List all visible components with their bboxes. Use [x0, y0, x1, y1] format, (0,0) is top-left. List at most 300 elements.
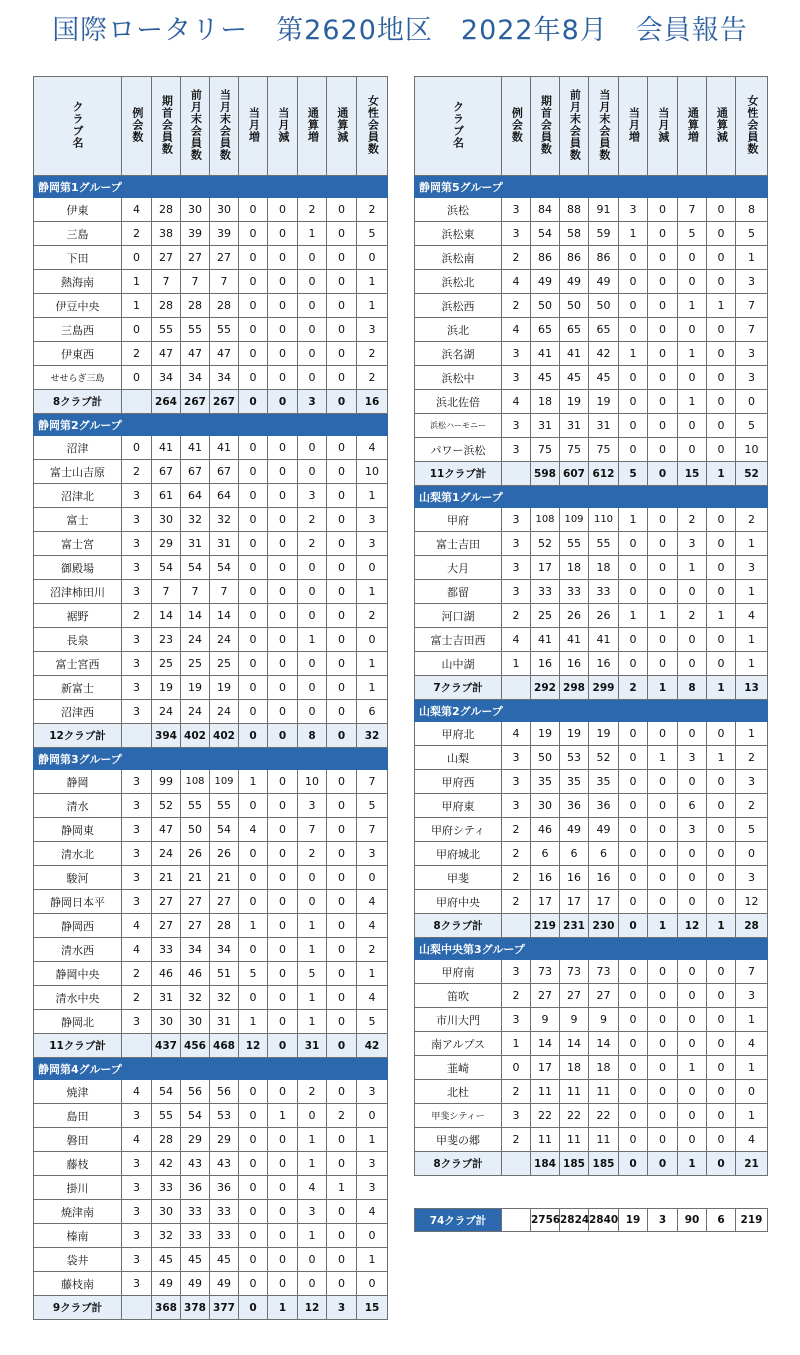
- subtotal-month-end-members: 377: [210, 1296, 239, 1320]
- month-end-members-cell: 59: [589, 222, 619, 246]
- club-name-cell: 清水中央: [34, 986, 122, 1010]
- prev-month-members-cell: 45: [560, 366, 589, 390]
- meetings-cell: 2: [502, 1080, 531, 1104]
- female-members-cell: 5: [736, 414, 768, 438]
- total-increase-cell: 0: [678, 628, 707, 652]
- total-increase-cell: 1: [678, 342, 707, 366]
- month-decrease-cell: 0: [648, 960, 678, 984]
- header-label: 通算増: [306, 106, 320, 143]
- header-label: 当月増: [247, 106, 261, 143]
- female-members-cell: 1: [357, 1128, 388, 1152]
- prev-month-members-cell: 50: [181, 818, 210, 842]
- start-members-cell: 33: [531, 580, 560, 604]
- group-name: 山梨第1グループ: [415, 486, 768, 508]
- club-name-cell: 伊豆中央: [34, 294, 122, 318]
- month-decrease-cell: 0: [268, 770, 298, 794]
- meetings-cell: 2: [122, 604, 152, 628]
- prev-month-members-cell: 26: [181, 842, 210, 866]
- start-members-cell: 54: [531, 222, 560, 246]
- month-decrease-cell: 0: [268, 246, 298, 270]
- club-name-cell: 静岡北: [34, 1010, 122, 1034]
- month-end-members-cell: 27: [589, 984, 619, 1008]
- start-members-cell: 49: [531, 270, 560, 294]
- month-decrease-cell: 0: [648, 842, 678, 866]
- total-decrease-cell: 0: [707, 1008, 736, 1032]
- header-row: [34, 77, 388, 176]
- total-increase-cell: 4: [298, 1176, 327, 1200]
- total-decrease-cell: 0: [327, 1010, 357, 1034]
- subtotal-total-decrease: 1: [707, 914, 736, 938]
- prev-month-members-cell: 27: [181, 914, 210, 938]
- total-increase-cell: 2: [298, 508, 327, 532]
- female-members-cell: 1: [736, 532, 768, 556]
- month-end-members-cell: 21: [210, 866, 239, 890]
- start-members-cell: 11: [531, 1128, 560, 1152]
- total-increase-cell: 0: [678, 580, 707, 604]
- subtotal-month-increase: 0: [239, 390, 268, 414]
- start-members-cell: 41: [152, 436, 181, 460]
- start-members-cell: 31: [531, 414, 560, 438]
- club-name-cell: 甲斐シティー: [415, 1104, 502, 1128]
- month-end-members-cell: 18: [589, 1056, 619, 1080]
- month-end-members-cell: 45: [589, 366, 619, 390]
- month-increase-cell: 1: [619, 342, 648, 366]
- club-row: [34, 1200, 388, 1224]
- club-name-cell: 焼津南: [34, 1200, 122, 1224]
- month-increase-cell: 0: [239, 1152, 268, 1176]
- start-members-cell: 55: [152, 318, 181, 342]
- club-name-cell: 浜松北: [415, 270, 502, 294]
- total-decrease-cell: 0: [707, 818, 736, 842]
- club-name-cell: 浜松: [415, 198, 502, 222]
- header-label: クラブ名: [71, 100, 84, 149]
- prev-month-members-cell: 46: [181, 962, 210, 986]
- total-increase-cell: 3: [298, 1200, 327, 1224]
- total-increase-cell: 2: [678, 508, 707, 532]
- month-decrease-cell: 0: [268, 580, 298, 604]
- month-increase-cell: 0: [619, 770, 648, 794]
- month-decrease-cell: 1: [268, 1104, 298, 1128]
- month-increase-cell: 0: [619, 270, 648, 294]
- subtotal-female-members: 16: [357, 390, 388, 414]
- club-name-cell: 大月: [415, 556, 502, 580]
- total-increase-cell: 0: [298, 890, 327, 914]
- club-row: [34, 198, 388, 222]
- meetings-cell: 4: [502, 628, 531, 652]
- total-increase-cell: 10: [298, 770, 327, 794]
- subtotal-prev-month-members: 378: [181, 1296, 210, 1320]
- month-decrease-cell: 0: [268, 794, 298, 818]
- meetings-cell: 3: [502, 532, 531, 556]
- subtotal-month-end-members: 299: [589, 676, 619, 700]
- total-increase-cell: 2: [298, 842, 327, 866]
- start-members-cell: 28: [152, 1128, 181, 1152]
- month-increase-cell: 0: [619, 1104, 648, 1128]
- total-increase-cell: 2: [298, 198, 327, 222]
- group-name: 静岡第2グループ: [34, 414, 388, 436]
- club-name-cell: 市川大門: [415, 1008, 502, 1032]
- group-name: 静岡第1グループ: [34, 176, 388, 198]
- meetings-cell: 3: [502, 508, 531, 532]
- header-month-end-members: [589, 77, 619, 176]
- total-decrease-cell: 0: [327, 1152, 357, 1176]
- prev-month-members-cell: 86: [560, 246, 589, 270]
- month-decrease-cell: 0: [268, 508, 298, 532]
- subtotal-row: [415, 914, 768, 938]
- total-decrease-cell: 0: [707, 390, 736, 414]
- female-members-cell: 3: [357, 1152, 388, 1176]
- month-decrease-cell: 0: [648, 722, 678, 746]
- month-decrease-cell: 0: [648, 294, 678, 318]
- club-row: [34, 890, 388, 914]
- month-increase-cell: 0: [239, 222, 268, 246]
- meetings-cell: 2: [502, 866, 531, 890]
- prev-month-members-cell: 11: [560, 1128, 589, 1152]
- club-row: [415, 414, 768, 438]
- meetings-cell: 2: [502, 890, 531, 914]
- meetings-cell: 3: [122, 890, 152, 914]
- month-increase-cell: 0: [239, 484, 268, 508]
- club-name-cell: 御殿場: [34, 556, 122, 580]
- meetings-cell: 4: [122, 1080, 152, 1104]
- subtotal-row: [34, 724, 388, 748]
- prev-month-members-cell: 75: [560, 438, 589, 462]
- total-decrease-cell: 0: [707, 270, 736, 294]
- start-members-cell: 9: [531, 1008, 560, 1032]
- club-row: [34, 962, 388, 986]
- start-members-cell: 35: [531, 770, 560, 794]
- subtotal-month-increase: 2: [619, 676, 648, 700]
- start-members-cell: 33: [152, 938, 181, 962]
- month-decrease-cell: 0: [648, 318, 678, 342]
- club-name-cell: 静岡日本平: [34, 890, 122, 914]
- month-end-members-cell: 49: [589, 818, 619, 842]
- female-members-cell: 4: [736, 604, 768, 628]
- start-members-cell: 18: [531, 390, 560, 414]
- month-increase-cell: 0: [239, 842, 268, 866]
- club-row: [415, 270, 768, 294]
- club-row: [415, 532, 768, 556]
- meetings-cell: 4: [502, 318, 531, 342]
- subtotal-month-end-members: 267: [210, 390, 239, 414]
- subtotal-month-decrease: 1: [648, 676, 678, 700]
- total-decrease-cell: 0: [707, 890, 736, 914]
- prev-month-members-cell: 7: [181, 580, 210, 604]
- start-members-cell: 6: [531, 842, 560, 866]
- club-row: [415, 1008, 768, 1032]
- club-row: [415, 984, 768, 1008]
- total-increase-cell: 0: [678, 246, 707, 270]
- month-increase-cell: 0: [239, 460, 268, 484]
- header-label: 通算減: [335, 106, 349, 143]
- subtotal-row: [34, 1034, 388, 1058]
- total-decrease-cell: 0: [327, 436, 357, 460]
- total-increase-cell: 0: [298, 604, 327, 628]
- prev-month-members-cell: 41: [560, 628, 589, 652]
- month-increase-cell: 0: [619, 960, 648, 984]
- month-end-members-cell: 110: [589, 508, 619, 532]
- club-name-cell: 富士宮西: [34, 652, 122, 676]
- club-name-cell: 北杜: [415, 1080, 502, 1104]
- total-decrease-cell: 0: [327, 460, 357, 484]
- month-increase-cell: 0: [239, 794, 268, 818]
- month-increase-cell: 0: [619, 1008, 648, 1032]
- female-members-cell: 1: [357, 484, 388, 508]
- club-name-cell: 沼津柿田川: [34, 580, 122, 604]
- month-increase-cell: 0: [619, 580, 648, 604]
- prev-month-members-cell: 50: [560, 294, 589, 318]
- meetings-cell: 3: [122, 1248, 152, 1272]
- month-decrease-cell: 0: [648, 222, 678, 246]
- prev-month-members-cell: 58: [560, 222, 589, 246]
- header-label: 当月末会員数: [218, 88, 232, 161]
- start-members-cell: 34: [152, 366, 181, 390]
- subtotal-meetings: [122, 1034, 152, 1058]
- subtotal-start-members: 598: [531, 462, 560, 486]
- meetings-cell: 1: [502, 1032, 531, 1056]
- female-members-cell: 1: [736, 246, 768, 270]
- total-decrease-cell: 0: [707, 318, 736, 342]
- month-increase-cell: 1: [619, 508, 648, 532]
- meetings-cell: 3: [502, 222, 531, 246]
- subtotal-total-decrease: 1: [707, 462, 736, 486]
- meetings-cell: 2: [502, 818, 531, 842]
- club-row: [34, 318, 388, 342]
- female-members-cell: 2: [357, 198, 388, 222]
- month-increase-cell: 0: [239, 890, 268, 914]
- meetings-cell: 3: [502, 366, 531, 390]
- prev-month-members-cell: 24: [181, 700, 210, 724]
- header-meetings: [122, 77, 152, 176]
- total-decrease-cell: 0: [327, 580, 357, 604]
- header-total-increase: [678, 77, 707, 176]
- total-decrease-cell: 0: [327, 818, 357, 842]
- total-increase-cell: 0: [298, 866, 327, 890]
- meetings-cell: 2: [122, 962, 152, 986]
- header-female-members: [736, 77, 768, 176]
- start-members-cell: 17: [531, 890, 560, 914]
- club-row: [34, 484, 388, 508]
- subtotal-prev-month-members: 185: [560, 1152, 589, 1176]
- meetings-cell: 3: [122, 770, 152, 794]
- start-members-cell: 24: [152, 842, 181, 866]
- prev-month-members-cell: 41: [560, 342, 589, 366]
- female-members-cell: 7: [736, 294, 768, 318]
- female-members-cell: 0: [357, 1104, 388, 1128]
- group-header-row: [415, 700, 768, 722]
- header-female-members: [357, 77, 388, 176]
- month-decrease-cell: 0: [268, 1224, 298, 1248]
- subtotal-meetings: [502, 1152, 531, 1176]
- month-decrease-cell: 0: [268, 484, 298, 508]
- group-header-row: [34, 176, 388, 198]
- month-end-members-cell: 32: [210, 986, 239, 1010]
- club-row: [34, 342, 388, 366]
- female-members-cell: 1: [357, 652, 388, 676]
- female-members-cell: 5: [357, 1010, 388, 1034]
- prev-month-members-cell: 27: [181, 246, 210, 270]
- club-name-cell: 静岡東: [34, 818, 122, 842]
- total-increase-cell: 0: [298, 270, 327, 294]
- month-increase-cell: 0: [239, 318, 268, 342]
- club-row: [415, 890, 768, 914]
- total-increase-cell: 1: [678, 1056, 707, 1080]
- female-members-cell: 0: [736, 842, 768, 866]
- start-members-cell: 30: [152, 1200, 181, 1224]
- month-decrease-cell: 0: [268, 866, 298, 890]
- subtotal-total-increase: 31: [298, 1034, 327, 1058]
- month-decrease-cell: 0: [268, 604, 298, 628]
- subtotal-month-decrease: 0: [648, 1152, 678, 1176]
- club-row: [34, 1104, 388, 1128]
- total-increase-cell: 1: [678, 294, 707, 318]
- month-decrease-cell: 0: [648, 342, 678, 366]
- female-members-cell: 3: [736, 770, 768, 794]
- meetings-cell: 3: [502, 794, 531, 818]
- meetings-cell: 0: [122, 246, 152, 270]
- club-name-cell: 静岡: [34, 770, 122, 794]
- month-end-members-cell: 39: [210, 222, 239, 246]
- start-members-cell: 29: [152, 532, 181, 556]
- month-increase-cell: 0: [239, 198, 268, 222]
- female-members-cell: 0: [357, 556, 388, 580]
- club-name-cell: 南アルプス: [415, 1032, 502, 1056]
- subtotal-total-increase: 8: [678, 676, 707, 700]
- meetings-cell: 2: [122, 460, 152, 484]
- club-row: [415, 652, 768, 676]
- month-end-members-cell: 28: [210, 294, 239, 318]
- month-end-members-cell: 65: [589, 318, 619, 342]
- month-increase-cell: 0: [239, 294, 268, 318]
- subtotal-club-name: 9クラブ計: [34, 1296, 122, 1320]
- grand-total-month-increase: 19: [619, 1209, 648, 1232]
- total-decrease-cell: 0: [327, 1272, 357, 1296]
- club-name-cell: 浜松南: [415, 246, 502, 270]
- meetings-cell: 3: [122, 532, 152, 556]
- meetings-cell: 2: [122, 986, 152, 1010]
- club-row: [415, 1128, 768, 1152]
- prev-month-members-cell: 54: [181, 1104, 210, 1128]
- total-decrease-cell: 0: [707, 1056, 736, 1080]
- month-end-members-cell: 73: [589, 960, 619, 984]
- club-name-cell: 清水西: [34, 938, 122, 962]
- female-members-cell: 4: [736, 1128, 768, 1152]
- month-end-members-cell: 16: [589, 866, 619, 890]
- month-increase-cell: 0: [239, 676, 268, 700]
- female-members-cell: 3: [736, 984, 768, 1008]
- grand-total-start-members: 2756: [531, 1209, 560, 1232]
- month-decrease-cell: 0: [648, 1080, 678, 1104]
- month-end-members-cell: 9: [589, 1008, 619, 1032]
- total-decrease-cell: 0: [327, 794, 357, 818]
- month-increase-cell: 0: [239, 1176, 268, 1200]
- month-increase-cell: 0: [619, 652, 648, 676]
- female-members-cell: 1: [357, 270, 388, 294]
- prev-month-members-cell: 19: [181, 676, 210, 700]
- header-label: 女性会員数: [366, 94, 380, 155]
- club-row: [34, 246, 388, 270]
- subtotal-start-members: 368: [152, 1296, 181, 1320]
- female-members-cell: 4: [357, 1200, 388, 1224]
- female-members-cell: 2: [736, 508, 768, 532]
- month-end-members-cell: 14: [589, 1032, 619, 1056]
- month-end-members-cell: 22: [589, 1104, 619, 1128]
- female-members-cell: 8: [736, 198, 768, 222]
- month-increase-cell: 0: [619, 1032, 648, 1056]
- total-decrease-cell: 0: [707, 342, 736, 366]
- start-members-cell: 45: [531, 366, 560, 390]
- prev-month-members-cell: 33: [181, 1200, 210, 1224]
- month-increase-cell: 1: [619, 604, 648, 628]
- club-row: [415, 580, 768, 604]
- club-row: [415, 366, 768, 390]
- total-increase-cell: 0: [678, 438, 707, 462]
- total-decrease-cell: 0: [327, 866, 357, 890]
- subtotal-month-decrease: 1: [648, 914, 678, 938]
- subtotal-row: [415, 676, 768, 700]
- month-increase-cell: 0: [619, 390, 648, 414]
- month-increase-cell: 0: [619, 842, 648, 866]
- total-decrease-cell: 0: [327, 1128, 357, 1152]
- meetings-cell: 3: [502, 198, 531, 222]
- subtotal-total-increase: 12: [678, 914, 707, 938]
- total-increase-cell: 5: [678, 222, 707, 246]
- month-end-members-cell: 36: [589, 794, 619, 818]
- total-increase-cell: 0: [298, 246, 327, 270]
- subtotal-start-members: 219: [531, 914, 560, 938]
- female-members-cell: 5: [736, 818, 768, 842]
- header-month-decrease: [648, 77, 678, 176]
- total-decrease-cell: 0: [327, 318, 357, 342]
- club-row: [415, 246, 768, 270]
- meetings-cell: 3: [122, 1104, 152, 1128]
- subtotal-prev-month-members: 607: [560, 462, 589, 486]
- prev-month-members-cell: 36: [560, 794, 589, 818]
- prev-month-members-cell: 26: [560, 604, 589, 628]
- prev-month-members-cell: 53: [560, 746, 589, 770]
- total-decrease-cell: 0: [327, 366, 357, 390]
- club-name-cell: 沼津: [34, 436, 122, 460]
- club-name-cell: 富士: [34, 508, 122, 532]
- total-decrease-cell: 0: [707, 532, 736, 556]
- total-increase-cell: 2: [298, 1080, 327, 1104]
- month-end-members-cell: 56: [210, 1080, 239, 1104]
- month-end-members-cell: 49: [210, 1272, 239, 1296]
- prev-month-members-cell: 31: [560, 414, 589, 438]
- female-members-cell: 5: [736, 222, 768, 246]
- group-header-row: [34, 1058, 388, 1080]
- prev-month-members-cell: 64: [181, 484, 210, 508]
- month-increase-cell: 0: [239, 628, 268, 652]
- prev-month-members-cell: 31: [181, 532, 210, 556]
- start-members-cell: 14: [531, 1032, 560, 1056]
- total-decrease-cell: 0: [707, 794, 736, 818]
- header-label: 前月末会員数: [189, 88, 203, 161]
- meetings-cell: 4: [122, 914, 152, 938]
- subtotal-row: [415, 1152, 768, 1176]
- group-name: 静岡第4グループ: [34, 1058, 388, 1080]
- club-name-cell: 清水: [34, 794, 122, 818]
- subtotal-month-increase: 5: [619, 462, 648, 486]
- subtotal-total-increase: 12: [298, 1296, 327, 1320]
- start-members-cell: 52: [152, 794, 181, 818]
- month-decrease-cell: 0: [648, 556, 678, 580]
- header-label: 前月末会員数: [568, 88, 582, 161]
- club-name-cell: 甲府北: [415, 722, 502, 746]
- month-end-members-cell: 29: [210, 1128, 239, 1152]
- total-increase-cell: 0: [678, 270, 707, 294]
- prev-month-members-cell: 9: [560, 1008, 589, 1032]
